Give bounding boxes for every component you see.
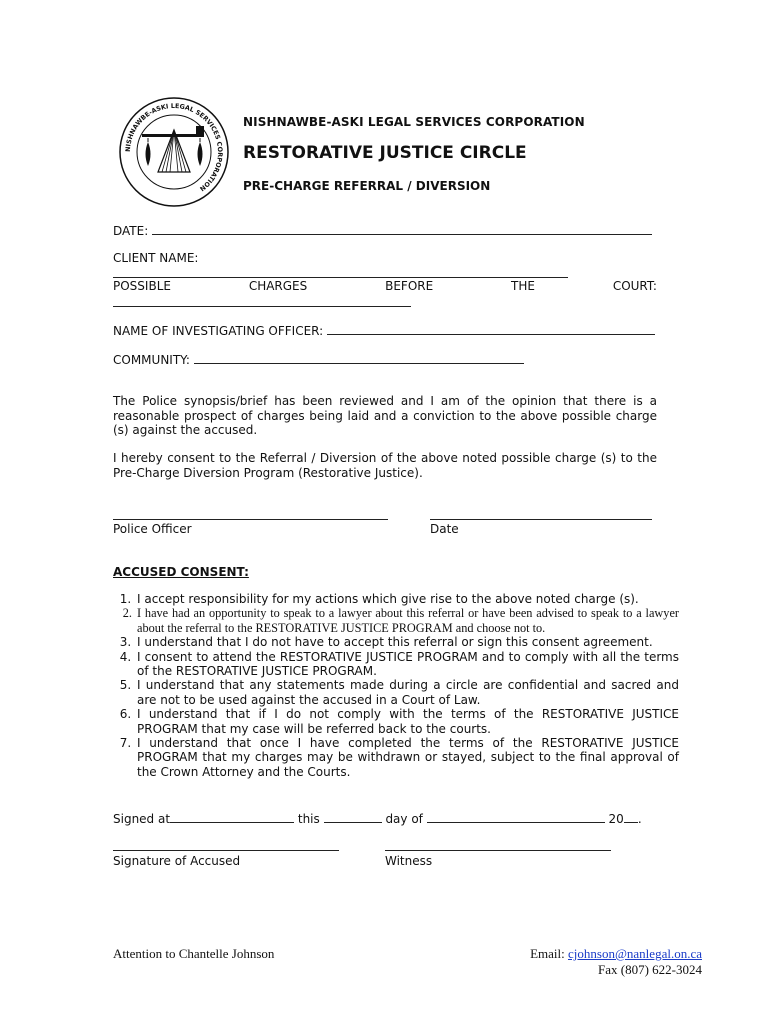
client-name-field[interactable] — [113, 265, 568, 278]
officer-name-label: NAME OF INVESTIGATING OFFICER: — [113, 324, 324, 338]
form-title: RESTORATIVE JUSTICE CIRCLE — [243, 143, 527, 163]
date-row — [113, 222, 657, 238]
witness-label: Witness — [385, 854, 433, 868]
charges-word-5: COURT: — [612, 279, 657, 293]
month-field[interactable] — [427, 810, 605, 823]
seal-ring-text: NISHNAWBE-ASKI LEGAL SERVICES CORPORATION — [123, 101, 225, 193]
list-item: 1. I accept responsibility for my actions which give rise to the above noted charge (s). — [135, 592, 679, 606]
date-field[interactable] — [152, 222, 652, 235]
charges-word-4: THE — [511, 279, 535, 293]
email-link[interactable]: cjohnson@nanlegal.on.ca — [568, 946, 702, 961]
email-line — [530, 946, 702, 962]
list-item: 3. I understand that I do not have to accept this referral or sign this consent agreement. — [135, 635, 679, 649]
police-officer-label: Police Officer — [113, 522, 192, 536]
year-field[interactable] — [624, 810, 638, 823]
charges-word-3: BEFORE — [385, 279, 434, 293]
client-name-label: CLIENT NAME: — [113, 251, 199, 265]
charges-field[interactable] — [113, 306, 411, 307]
community-field[interactable] — [194, 351, 524, 364]
list-item: 7. I understand that once I have completed the terms of the RESTORATIVE JUSTICE PROGRAM that my charges may be withdrawn or stayed, subject to the final approval of the Crown Attorney and the Courts. — [135, 736, 679, 779]
signed-at-label: Signed at — [113, 812, 171, 826]
list-item: 6. I understand that if I do not comply with the terms of the RESTORATIVE JUSTICE PROGRAM that my case will be referred back to the courts. — [135, 707, 679, 736]
charges-row — [113, 279, 657, 293]
consent-list — [113, 592, 679, 779]
fax-number: Fax (807) 622-3024 — [598, 962, 702, 977]
community-label: COMMUNITY: — [113, 353, 190, 367]
charges-word-2: CHARGES — [248, 279, 308, 293]
signed-at-field[interactable] — [170, 810, 294, 823]
email-label: Email: — [530, 946, 565, 961]
organization-seal — [118, 96, 230, 208]
form-subtitle: PRE-CHARGE REFERRAL / DIVERSION — [243, 179, 491, 193]
police-officer-signature-line[interactable] — [113, 519, 388, 520]
officer-date-label: Date — [430, 522, 459, 536]
accused-signature-label: Signature of Accused — [113, 854, 241, 868]
organization-name: NISHNAWBE-ASKI LEGAL SERVICES CORPORATION — [243, 115, 585, 129]
charges-word-1: POSSIBLE — [113, 279, 171, 293]
accused-consent-heading: ACCUSED CONSENT: — [113, 565, 249, 579]
attention-text: Attention to Chantelle Johnson — [113, 946, 275, 961]
signed-at-row — [113, 810, 673, 826]
list-item: 4. I consent to attend the RESTORATIVE JUSTICE PROGRAM and to comply with all the terms of the RESTORATIVE JUSTICE PROGRAM. — [135, 650, 679, 679]
day-of-label: day of — [385, 812, 423, 826]
community-row — [113, 351, 657, 367]
year-suffix: . — [637, 812, 642, 826]
year-prefix: 20 — [608, 812, 624, 826]
referral-consent-statement: I hereby consent to the Referral / Diversion of the above noted possible charge (s) to the Pre-Charge Diversion Program (Restorative Justice). — [113, 451, 657, 480]
seal-graphic — [118, 96, 230, 208]
day-field[interactable] — [324, 810, 382, 823]
witness-signature-line[interactable] — [385, 850, 611, 851]
list-item: 5. I understand that any statements made during a circle are confidential and sacred and are not to be used against the accused in a Court of Law. — [135, 678, 679, 707]
accused-signature-line[interactable] — [113, 850, 339, 851]
list-item: 2. I have had an opportunity to speak to a lawyer about this referral or have been advised to speak to a lawyer about the referral to the RESTORATIVE JUSTICE PROGRAM and choose not to. — [135, 606, 679, 635]
officer-name-field[interactable] — [327, 322, 655, 335]
officer-date-line[interactable] — [430, 519, 652, 520]
police-statement: The Police synopsis/brief has been reviewed and I am of the opinion that there is a reasonable prospect of charges being laid and a conviction to the above possible charge (s) against the accused. — [113, 394, 657, 437]
client-row — [113, 251, 657, 281]
date-label: DATE: — [113, 224, 149, 238]
officer-row — [113, 322, 657, 338]
this-label: this — [297, 812, 320, 826]
